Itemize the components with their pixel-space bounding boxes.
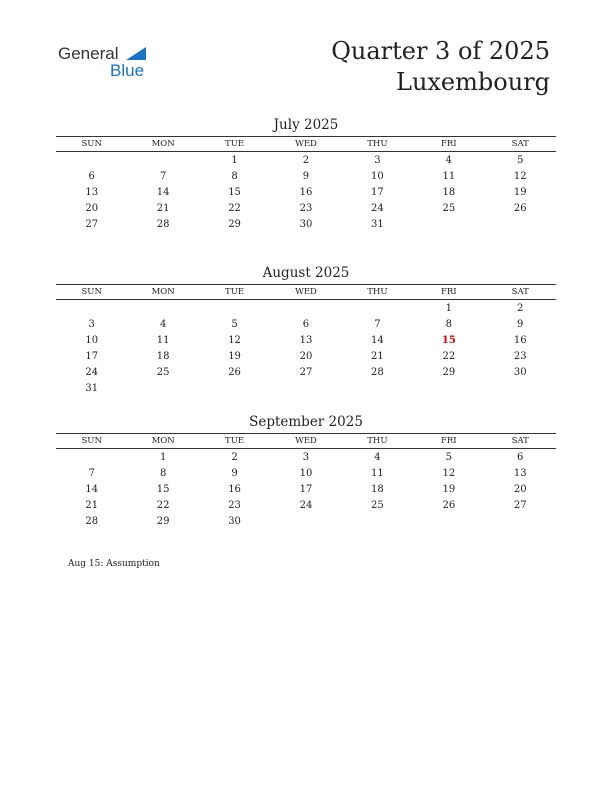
day-cell: 29: [156, 516, 170, 527]
logo-triangle-icon: [126, 47, 146, 60]
month-title: September 2025: [249, 414, 363, 430]
weekday-sat: SAT: [511, 436, 529, 446]
weekday-wed: WED: [295, 287, 317, 297]
day-grid: [56, 450, 556, 530]
empty-day-cell: [127, 301, 198, 317]
day-cell: 15: [228, 187, 241, 198]
day-grid: [56, 301, 556, 397]
title-quarter: Quarter 3 of 2025: [331, 37, 550, 65]
day-cell: 21: [156, 203, 170, 214]
day-cell: 5: [231, 319, 238, 330]
day-cell: 19: [228, 351, 241, 362]
day-cell: 12: [442, 468, 456, 479]
day-cell: 8: [445, 319, 452, 330]
day-cell: 27: [513, 500, 527, 511]
day-cell: 20: [513, 484, 527, 495]
day-cell: 23: [299, 203, 313, 214]
day-cell: 22: [228, 203, 241, 214]
day-cell: 7: [159, 171, 167, 182]
weekday-mon: MON: [151, 287, 175, 297]
day-cell: 19: [513, 187, 527, 198]
month-title: July 2025: [273, 117, 339, 133]
weekday-header: [56, 433, 556, 449]
generalblue-logo: [58, 44, 158, 84]
page-title: [331, 36, 550, 98]
day-cell: 6: [517, 452, 524, 463]
weekday-tue: TUE: [225, 287, 245, 297]
day-cell: 14: [371, 335, 384, 346]
day-cell: 6: [302, 319, 310, 330]
day-cell: 3: [302, 452, 310, 463]
day-cell: 13: [299, 335, 313, 346]
weekday-sun: SUN: [81, 139, 102, 149]
day-cell: 7: [374, 319, 381, 330]
weekday-mon: MON: [151, 436, 175, 446]
month-title: August 2025: [262, 265, 350, 281]
day-cell: 1: [445, 303, 452, 314]
day-cell: 12: [513, 171, 527, 182]
day-cell: 18: [442, 187, 456, 198]
day-cell: 30: [228, 516, 241, 527]
day-cell: 28: [371, 367, 384, 378]
day-cell: 16: [299, 187, 313, 198]
weekday-thu: THU: [367, 139, 388, 149]
weekday-sun: SUN: [81, 436, 102, 446]
day-cell: 18: [156, 351, 170, 362]
weekday-mon: MON: [151, 139, 175, 149]
day-cell: 28: [85, 516, 99, 527]
day-cell: 22: [442, 351, 456, 362]
day-cell: 8: [159, 468, 167, 479]
day-cell: 10: [371, 171, 384, 182]
day-cell: 25: [442, 203, 456, 214]
day-cell: 1: [231, 155, 238, 166]
day-cell: 3: [374, 155, 381, 166]
day-cell: 10: [85, 335, 99, 346]
day-cell: 23: [228, 500, 241, 511]
day-cell: 9: [517, 319, 524, 330]
day-cell: 12: [228, 335, 241, 346]
holiday-notes: [68, 559, 160, 569]
day-cell: 14: [85, 484, 99, 495]
logo-text-blue: Blue: [110, 61, 145, 80]
day-cell: 4: [159, 319, 167, 330]
logo-text-general: General: [58, 44, 119, 63]
day-cell: 1: [159, 452, 167, 463]
day-cell: 13: [85, 187, 99, 198]
day-cell: 31: [371, 219, 384, 230]
weekday-fri: FRI: [440, 287, 457, 297]
day-cell: 28: [156, 219, 170, 230]
day-cell: 4: [374, 452, 381, 463]
day-cell: 30: [299, 219, 313, 230]
day-cell: 14: [156, 187, 170, 198]
weekday-thu: THU: [367, 287, 388, 297]
day-cell: 9: [302, 171, 310, 182]
day-cell: 30: [513, 367, 527, 378]
day-cell: 5: [517, 155, 524, 166]
day-cell: 26: [228, 367, 241, 378]
day-cell: 31: [85, 383, 99, 394]
day-cell: 4: [445, 155, 452, 166]
day-cell: 27: [299, 367, 313, 378]
empty-day-cell: [56, 153, 127, 169]
day-cell: 20: [299, 351, 313, 362]
day-cell: 22: [156, 500, 170, 511]
day-cell: 23: [513, 351, 527, 362]
day-cell: 17: [299, 484, 313, 495]
weekday-tue: TUE: [225, 436, 245, 446]
day-cell: 21: [371, 351, 384, 362]
day-cell: 20: [85, 203, 99, 214]
holiday-note: Aug 15: Assumption: [68, 559, 160, 569]
day-cell: 8: [231, 171, 238, 182]
weekday-sat: SAT: [511, 287, 529, 297]
empty-day-cell: [342, 301, 413, 317]
day-cell: 16: [228, 484, 241, 495]
day-cell: 29: [442, 367, 456, 378]
day-cell: 27: [85, 219, 99, 230]
day-cell: 11: [442, 171, 456, 182]
day-cell: 24: [85, 367, 99, 378]
day-cell: 2: [517, 303, 524, 314]
day-cell: 25: [156, 367, 170, 378]
day-cell: 5: [445, 452, 452, 463]
day-cell: 11: [156, 335, 170, 346]
weekday-tue: TUE: [225, 139, 245, 149]
day-cell: 29: [228, 219, 241, 230]
day-cell: 10: [299, 468, 313, 479]
month-september: [56, 413, 556, 530]
empty-day-cell: [56, 450, 127, 466]
day-cell: 24: [371, 203, 384, 214]
weekday-thu: THU: [367, 436, 388, 446]
day-cell: 9: [231, 468, 238, 479]
day-cell: 2: [231, 452, 238, 463]
day-grid: [56, 153, 556, 233]
day-cell: 6: [88, 171, 95, 182]
weekday-header: [56, 284, 556, 300]
day-cell: 17: [85, 351, 99, 362]
day-cell: 18: [371, 484, 384, 495]
day-cell: 26: [513, 203, 527, 214]
month-july: [56, 116, 556, 233]
month-august: [56, 264, 556, 397]
day-cell: 21: [85, 500, 99, 511]
day-cell: 13: [513, 468, 527, 479]
weekday-header: [56, 136, 556, 152]
weekday-fri: FRI: [440, 139, 457, 149]
day-cell: 17: [371, 187, 384, 198]
empty-day-cell: [199, 301, 270, 317]
day-cell: 11: [371, 468, 384, 479]
empty-day-cell: [56, 301, 127, 317]
holiday-day-cell: 15: [441, 335, 456, 346]
day-cell: 16: [513, 335, 527, 346]
weekday-sun: SUN: [81, 287, 102, 297]
day-cell: 25: [371, 500, 384, 511]
weekday-wed: WED: [295, 139, 317, 149]
empty-day-cell: [127, 153, 198, 169]
weekday-fri: FRI: [440, 436, 457, 446]
day-cell: 15: [156, 484, 170, 495]
day-cell: 7: [88, 468, 95, 479]
weekday-sat: SAT: [511, 139, 529, 149]
day-cell: 19: [442, 484, 456, 495]
title-country: Luxembourg: [396, 68, 550, 96]
day-cell: 24: [299, 500, 313, 511]
weekday-wed: WED: [295, 436, 317, 446]
day-cell: 2: [302, 155, 310, 166]
empty-day-cell: [270, 301, 341, 317]
day-cell: 26: [442, 500, 456, 511]
day-cell: 3: [88, 319, 95, 330]
